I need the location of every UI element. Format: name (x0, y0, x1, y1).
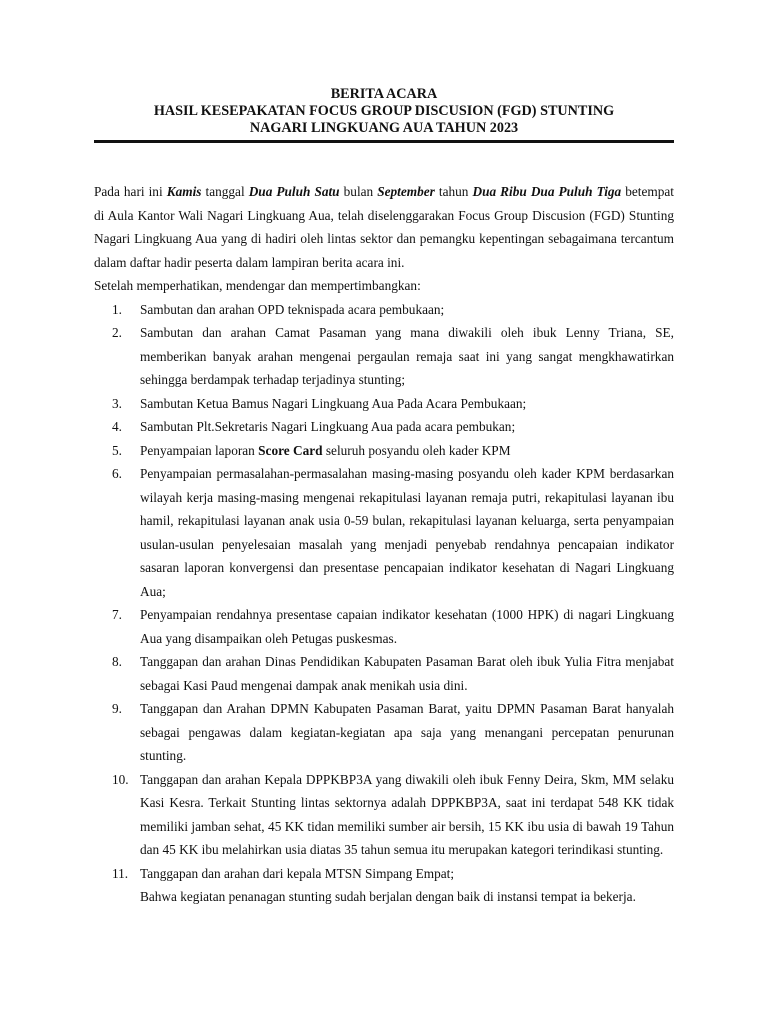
list-number: 7. (112, 607, 122, 622)
intro-paragraph (94, 180, 674, 274)
intro-text: Pada hari ini (94, 184, 167, 199)
list-item (94, 321, 674, 392)
list-text: Sambutan Ketua Bamus Nagari Lingkuang Aua Pada Acara Pembukaan; (140, 395, 527, 411)
list-text: seluruh posyandu oleh kader KPM (322, 442, 511, 458)
list-item (94, 298, 674, 322)
list-number: 8. (112, 654, 122, 669)
list-text-bold: Score Card (258, 442, 323, 458)
list-number: 11. (112, 865, 129, 881)
lead-sentence: Setelah memperhatikan, mendengar dan mempertimbangkan: (94, 278, 421, 293)
intro-text: bulan (339, 184, 378, 199)
intro-year: Dua Ribu Dua Puluh Tiga (472, 184, 622, 199)
list-number: 4. (112, 419, 122, 434)
list-text: Sambutan Plt.Sekretaris Nagari Lingkuang Aua pada acara pembukan; (140, 419, 516, 434)
list-item (94, 697, 674, 768)
list-text: Tanggapan dan arahan dari kepala MTSN Simpang Empat; (140, 865, 455, 881)
list-number: 6. (112, 466, 122, 481)
intro-month: September (377, 184, 435, 199)
list-number: 3. (112, 395, 122, 411)
intro-date: Dua Puluh Satu (248, 184, 340, 199)
header-title: BERITA ACARA (330, 86, 438, 102)
list-text: Penyampaian rendahnya presentase capaian indikator kesehatan (1000 HPK) di nagari Lingkuang Aua yang disampaikan oleh Petugas puskesmas. (140, 607, 674, 646)
list-number: 10. (112, 771, 129, 787)
header-subtitle: HASIL KESEPAKATAN FOCUS GROUP DISCUSION (FGD) STUNTING (153, 103, 615, 119)
list-item (94, 415, 674, 439)
header-location-year: NAGARI LINGKUANG AUA TAHUN 2023 (249, 120, 519, 136)
list-continuation: Bahwa kegiatan penanagan stunting sudah berjalan dengan baik di instansi tempat ia bekerja. (140, 889, 636, 904)
list-number: 2. (112, 325, 122, 340)
agenda-list (94, 298, 674, 909)
list-item (94, 650, 674, 697)
intro-day: Kamis (166, 184, 202, 199)
list-number: 9. (112, 701, 122, 716)
intro-text: tahun (434, 184, 473, 199)
intro-text: betempat di Aula Kantor Wali Nagari Lingkuang Aua, telah diselenggarakan Focus Group Discusion (FGD) Stunting Nagari Lingkuang Aua yang di hadiri oleh lintas sektor dan pemangku kepentingan sebagaimana tercantum dalam daftar hadir peserta dalam lampiran berita acara ini. (94, 184, 674, 270)
document-header (94, 86, 674, 137)
list-text: Tanggapan dan arahan Dinas Pendidikan Kabupaten Pasaman Barat oleh ibuk Yulia Fitra menjabat sebagai Kasi Paud mengenai dampak anak menikah usia dini. (140, 654, 674, 693)
list-text: Penyampaian laporan (140, 442, 259, 458)
list-item (94, 439, 674, 463)
list-text: Tanggapan dan arahan Kepala DPPKBP3A yang diwakili oleh ibuk Fenny Deira, Skm, MM selaku Kasi Kesra. Terkait Stunting lintas sektornya adalah DPPKBP3A, saat ini terdapat 548 KK tidak memiliki jamban sehat, 45 KK tidan memiliki sumber air bersih, 15 KK ibu usia di bawah 19 Tahun dan 45 KK ibu melahirkan usia diatas 35 tahun semua itu merupakan kategori terindikasi stunting. (140, 771, 674, 857)
list-item (94, 462, 674, 603)
list-item (94, 862, 674, 909)
list-text: Sambutan dan arahan Camat Pasaman yang mana diwakili oleh ibuk Lenny Triana, SE, memberikan banyak arahan mengenai pergaulan remaja saat ini yang sangat mengkhawatirkan sehingga berdampak terhadap terjadinya stunting; (140, 325, 674, 387)
document-body (94, 180, 674, 909)
list-item (94, 768, 674, 862)
list-item (94, 603, 674, 650)
list-number: 1. (112, 301, 122, 317)
list-text: Sambutan dan arahan OPD teknispada acara pembukaan; (140, 301, 445, 317)
header-divider (94, 140, 674, 143)
list-text: Penyampaian permasalahan-permasalahan masing-masing posyandu oleh kader KPM berdasarkan wilayah kerja masing-masing mengenai rekapitulasi layanan remaja putri, rekapitulasi layanan ibu hamil, rekapitulasi layanan anak usia 0-59 bulan, rekapitulasi layanan keluarga, serta penyampaian usulan-usulan penyelesaian masalah yang menjadi penyebab rendahnya pencapaian indikator sasaran laporan konvergensi dan presentase pencapaian indikator kesehatan di Nagari Lingkuang Aua; (140, 466, 674, 599)
list-text: Tanggapan dan Arahan DPMN Kabupaten Pasaman Barat, yaitu DPMN Pasaman Barat hanyalah sebagai pengawas dalam kegiatan-kegiatan apa saja yang menangani percepatan penurunan stunting. (140, 701, 674, 763)
list-item (94, 392, 674, 416)
intro-text: tanggal (201, 184, 249, 199)
list-number: 5. (112, 442, 122, 458)
